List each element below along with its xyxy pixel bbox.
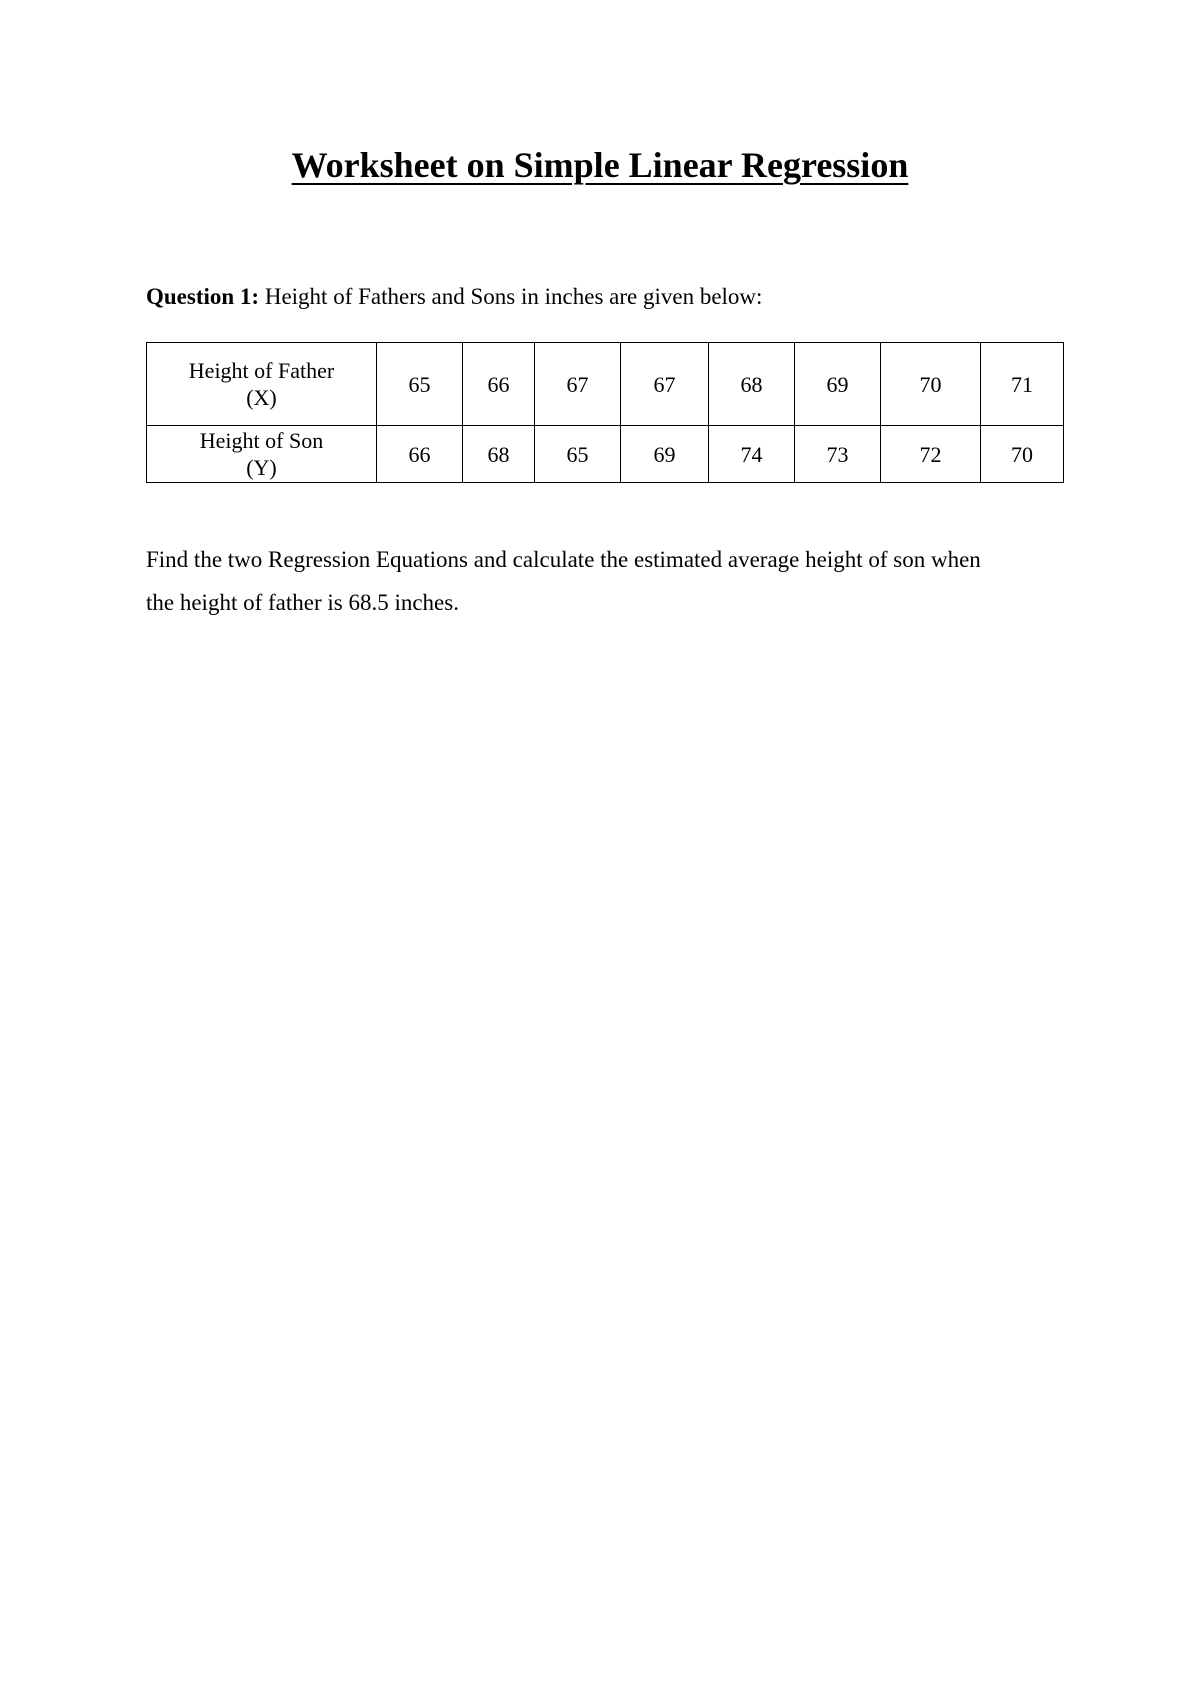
row-header-symbol: (Y) [246, 455, 277, 480]
table-cell: 69 [795, 343, 881, 426]
instruction-paragraph [146, 538, 1066, 624]
worksheet-title: Worksheet on Simple Linear Regression [291, 145, 909, 185]
question-text: Height of Fathers and Sons in inches are given below: [259, 284, 763, 309]
row-header-father [147, 343, 377, 426]
table-row-son [147, 426, 1064, 483]
table-cell: 67 [535, 343, 621, 426]
heights-table [146, 342, 1064, 483]
table-cell: 72 [881, 426, 981, 483]
table-cell: 74 [709, 426, 795, 483]
table-cell: 67 [621, 343, 709, 426]
table-cell: 70 [881, 343, 981, 426]
table-cell: 73 [795, 426, 881, 483]
table-cell: 68 [463, 426, 535, 483]
table-cell: 69 [621, 426, 709, 483]
table-cell: 65 [535, 426, 621, 483]
table-cell: 66 [377, 426, 463, 483]
question-1 [146, 282, 762, 312]
row-header-son [147, 426, 377, 483]
table-row-father [147, 343, 1064, 426]
table-cell: 68 [709, 343, 795, 426]
instruction-line-2: the height of father is 68.5 inches. [146, 590, 459, 615]
row-header-symbol: (X) [246, 385, 277, 410]
question-label: Question 1: [146, 284, 260, 309]
row-header-label: Height of Father [188, 358, 335, 383]
row-header-label: Height of Son [199, 428, 324, 453]
table-cell: 71 [981, 343, 1064, 426]
table-cell: 66 [463, 343, 535, 426]
instruction-line-1: Find the two Regression Equations and calculate the estimated average height of son when [146, 547, 981, 572]
table-cell: 65 [377, 343, 463, 426]
table-cell: 70 [981, 426, 1064, 483]
